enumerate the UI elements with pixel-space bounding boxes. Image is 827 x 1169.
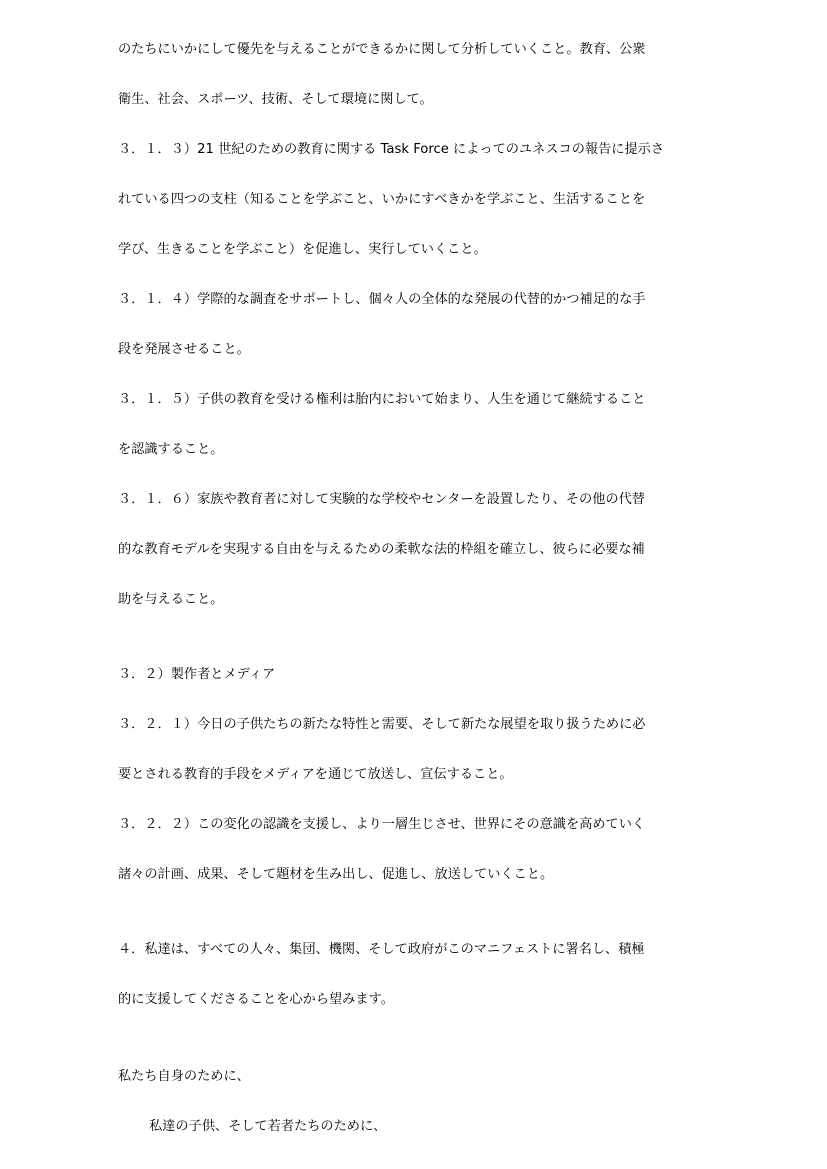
text-line: 要とされる教育的手段をメディアを通じて放送し、宣伝すること。 — [118, 767, 513, 782]
text-line: 的な教育モデルを実現する自由を与えるための柔軟な法的枠組を確立し、彼らに必要な補 — [118, 542, 645, 557]
section-heading: ３．２）製作者とメディア — [118, 667, 276, 682]
text-line: のたちにいかにして優先を与えることができるかに関して分析していくこと。教育、公衆 — [118, 42, 646, 57]
text-line: ３．１．５）子供の教育を受ける権利は胎内において始まり、人生を通じて継続すること — [118, 392, 646, 407]
closing-line-indented: 私達の子供、そして若者たちのために、 — [149, 1119, 387, 1134]
text-line: 学び、生きることを学ぶこと）を促進し、実行していくこと。 — [118, 242, 487, 257]
text-line: を認識すること。 — [118, 442, 224, 457]
text-line: 諸々の計画、成果、そして題材を生み出し、促進し、放送していくこと。 — [118, 867, 554, 882]
text-line: れている四つの支柱（知ることを学ぶこと、いかにすべきかを学ぶこと、生活することを — [118, 192, 646, 207]
text-line: ４．私達は、すべての人々、集団、機関、そして政府がこのマニフェストに署名し、積極 — [118, 942, 645, 957]
text-line: ３．２．２）この変化の認識を支援し、より一層生じさせ、世界にその意識を高めていく — [118, 817, 646, 832]
text-line: 助を与えること。 — [118, 592, 224, 607]
text-line: 衛生、社会、スポーツ、技術、そして環境に関して。 — [118, 92, 433, 107]
text-line: ３．１．３）21 世紀のための教育に関する Task Force によってのユネスコの報告に提示さ — [118, 142, 665, 157]
text-line: 段を発展させること。 — [118, 342, 250, 357]
text-line: ３．１．４）学際的な調査をサポートし、個々人の全体的な発展の代替的かつ補足的な手 — [118, 292, 646, 307]
closing-line: 私たち自身のために、 — [118, 1069, 250, 1084]
text-line: ３．２．１）今日の子供たちの新たな特性と需要、そして新たな展望を取り扱うために必 — [118, 717, 646, 732]
text-line: 的に支援してくださることを心から望みます。 — [118, 992, 394, 1007]
text-line: ３．１．６）家族や教育者に対して実験的な学校やセンターを設置したり、その他の代替 — [118, 492, 645, 507]
